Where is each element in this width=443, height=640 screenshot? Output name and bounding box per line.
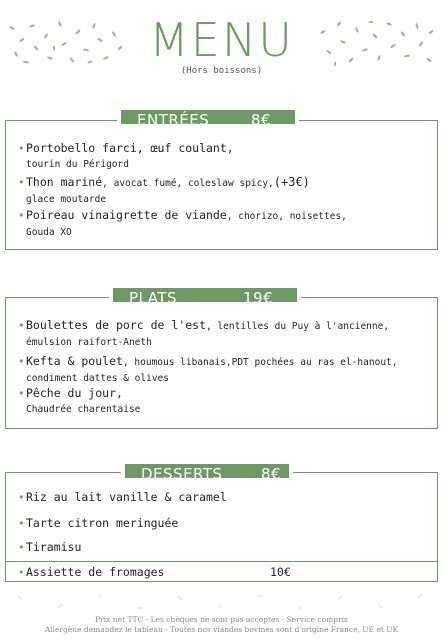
- bullet-icon: •: [18, 387, 25, 400]
- menu-item: • Pêche du jour, Chaudrée charentaise: [18, 386, 141, 415]
- footer-line-1: Prix net TTC - Les chèques ne sont pas acceptés - Service compris: [95, 615, 348, 624]
- section-desserts-price: 8€: [261, 465, 282, 483]
- bullet-icon: •: [18, 566, 25, 579]
- menu-item: • Portobello farci, œuf coulant, tourin du Périgord: [18, 141, 234, 170]
- bullet-icon: •: [18, 517, 25, 530]
- footer-line-2: Allergène demandez le tableau - Toutes nos viandes bovines sont d'origine France, UE et UK: [44, 625, 399, 634]
- divider: [5, 561, 438, 562]
- page-title: MENU: [149, 13, 294, 67]
- bullet-icon: •: [18, 541, 25, 554]
- menu-item: • Poireau vinaigrette de viande, chorizo, noisettes, Gouda XO: [18, 208, 347, 238]
- menu-item: • Assiette de fromages 10€: [18, 565, 291, 579]
- section-plats-banner: [110, 285, 300, 305]
- bullet-icon: •: [18, 176, 25, 189]
- section-plats-price: 19€: [243, 289, 274, 307]
- bullet-icon: •: [18, 491, 25, 504]
- bullet-icon: •: [18, 142, 25, 155]
- bullet-icon: •: [18, 209, 25, 222]
- menu-item: • Riz au lait vanille & caramel: [18, 490, 227, 504]
- section-entrees-title: ENTRÉES: [137, 111, 210, 129]
- menu-item: • Thon mariné, avocat fumé, coleslaw spicy,(+3€) glace moutarde: [18, 175, 310, 205]
- page-subtitle: (Hors boissons): [180, 66, 263, 76]
- section-desserts-banner: [122, 461, 292, 481]
- bullet-icon: •: [18, 355, 25, 368]
- section-entrees-banner: [118, 107, 298, 127]
- menu-item: • Kefta & poulet, houmous libanais,PDT pochées au ras el-hanout, condiment dattes & olives: [18, 354, 398, 384]
- bullet-icon: •: [18, 319, 25, 332]
- leaf-pattern-bottom: [0, 588, 443, 616]
- menu-item: • Tarte citron meringuée: [18, 516, 179, 530]
- section-desserts-title: DESSERTS: [141, 465, 223, 483]
- item-price: 10€: [270, 565, 291, 579]
- section-entrees-price: 8€: [251, 111, 272, 129]
- menu-item: • Boulettes de porc de l'est, lentilles du Puy à l'ancienne, émulsion raifort-Aneth: [18, 318, 390, 348]
- section-plats-title: PLATS: [129, 289, 178, 307]
- menu-item: • Tiramisu: [18, 540, 82, 554]
